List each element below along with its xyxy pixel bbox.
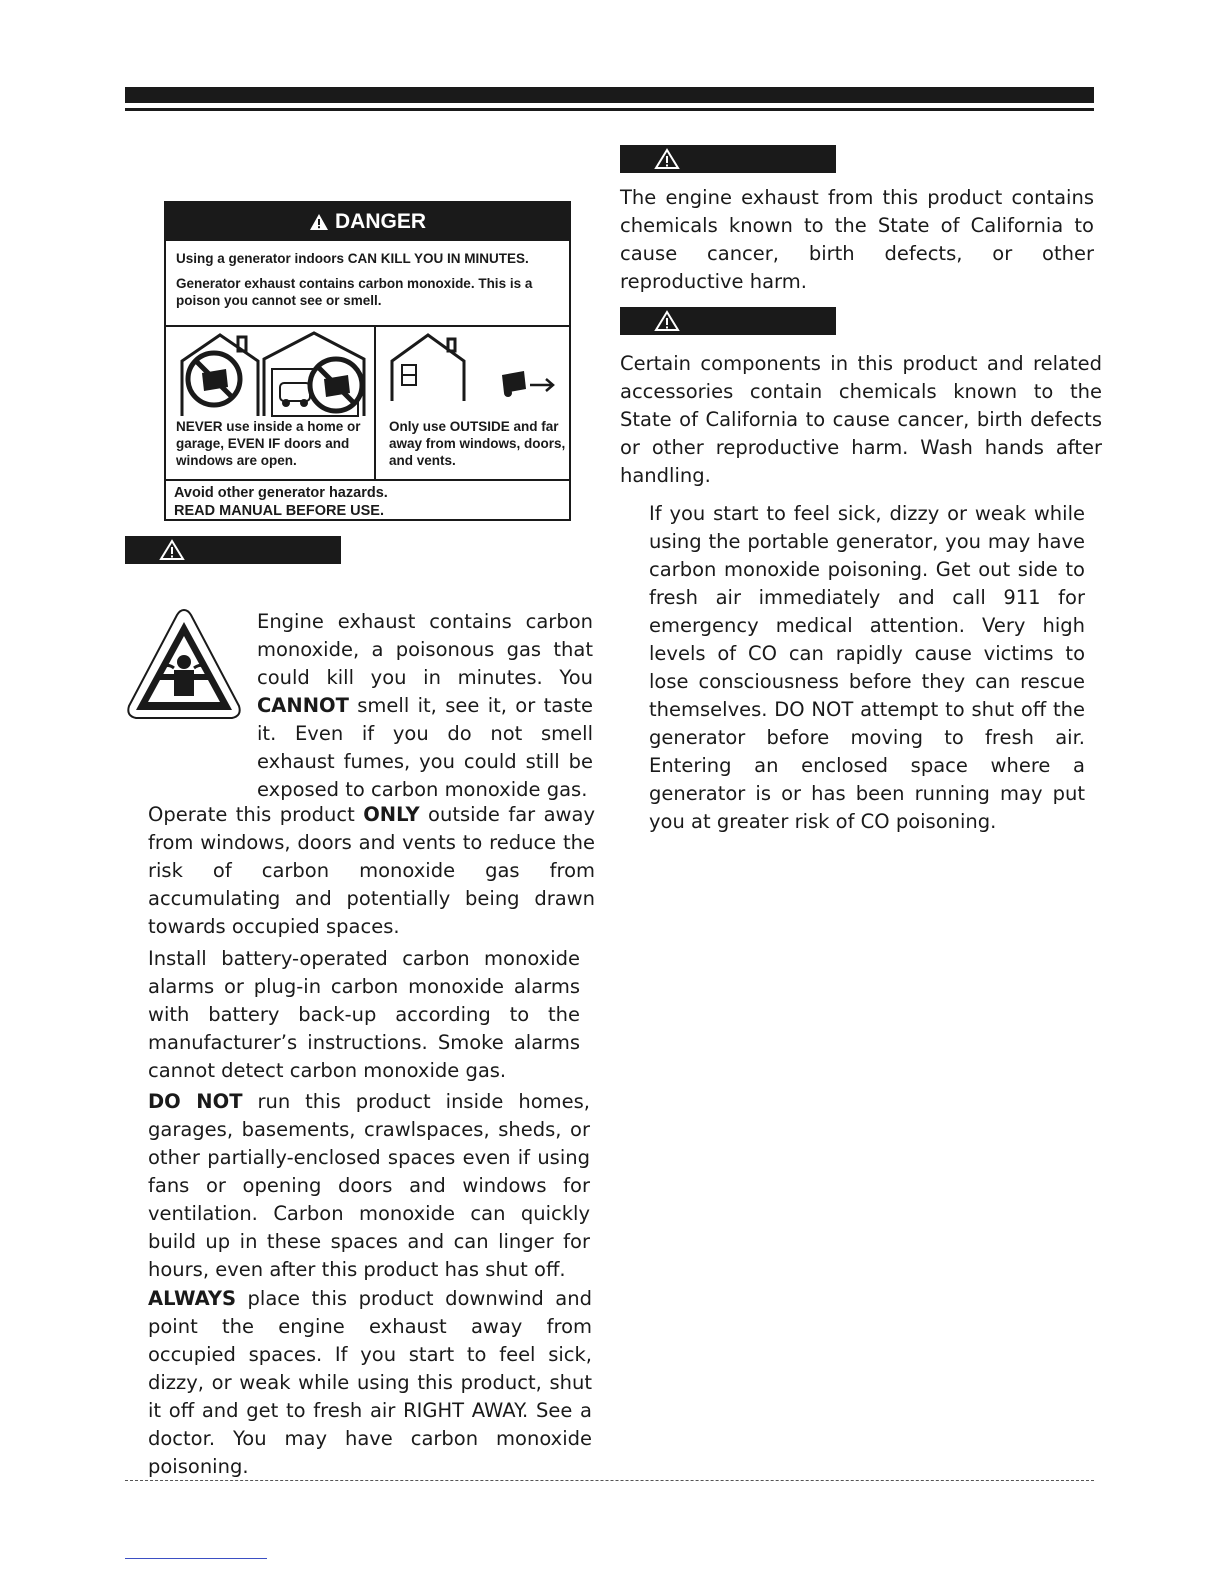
do-not-run-paragraph [148, 1088, 590, 1284]
outdoor-use-pictogram [384, 331, 564, 417]
danger-label-title: DANGER [334, 210, 426, 233]
co-intro-text: Engine exhaust contains carbon monoxide, a poisonous gas that could kill you in minutes. You [257, 610, 593, 689]
co-intro-paragraph [257, 608, 593, 804]
only-outside-bold: ONLY [363, 803, 420, 826]
prop65-components-paragraph: Certain components in this product and related accessories contain chemicals known to the State of California to cause cancer, birth defects or other reproductive harm. Wash hands after handling. [620, 352, 1102, 487]
danger-label-line2: Generator exhaust contains carbon monoxide. This is a poison you cannot see or smell. [176, 276, 533, 308]
warning-triangle-icon [654, 310, 680, 332]
always-text: place this product downwind and point the engine exhaust away from occupied spaces. If you start to feel sick, dizzy, or weak while using this product, shut it off and get to fresh air RIGHT AWAY. See a doctor. You may have carbon monoxide poisoning. [148, 1287, 592, 1478]
footer-link-underline [125, 1558, 267, 1559]
do-not-text: run this product inside homes, garages, basements, crawlspaces, sheds, or other partially-enclosed spaces even if using fans or opening doors and windows for ventilation. Carbon monoxide can quickly build up in these spaces and can linger for hours, even after this product has shut off. [148, 1090, 590, 1281]
danger-label-line1: Using a generator indoors CAN KILL YOU IN MINUTES. [176, 251, 529, 266]
prop65-exhaust-paragraph: The engine exhaust from this product contains chemicals known to the State of California to cause cancer, birth defects, or other reproductive harm. [620, 186, 1094, 293]
only-outside-text: Operate this product [148, 803, 364, 826]
danger-label-intro [166, 241, 569, 327]
co-intro-text-cont: smell it, see it, or taste it. Even if you do not smell exhaust fumes, you could still be exposed to carbon monoxide gas. [257, 694, 593, 801]
outside-only-caption: Only use OUTSIDE and far away from windows, doors, and vents. [389, 419, 566, 468]
header-rule-thick [125, 87, 1094, 103]
warning-bar-components [620, 307, 836, 335]
install-alarms-paragraph: Install battery-operated carbon monoxide alarms or plug-in carbon monoxide alarms with battery back-up according to the manufacturer’s instructions. Smoke alarms cannot detect carbon monoxide gas. [148, 947, 580, 1082]
danger-label [164, 201, 571, 521]
pictogram-divider [374, 327, 376, 479]
co-intro-bold: CANNOT [257, 694, 349, 717]
warning-triangle-icon [309, 213, 329, 231]
warning-triangle-icon [159, 539, 185, 561]
danger-label-header [166, 203, 569, 241]
danger-label-footer [174, 485, 388, 520]
carbon-monoxide-hazard-icon [124, 606, 244, 724]
always-bold: ALWAYS [148, 1287, 237, 1310]
warning-bar-exhaust [620, 145, 836, 173]
do-not-bold: DO NOT [148, 1090, 243, 1113]
footer-line1: Avoid other generator hazards. [174, 485, 388, 501]
only-outside-paragraph [148, 801, 595, 941]
co-poisoning-paragraph: If you start to feel sick, dizzy or weak while using the portable generator, you may have carbon monoxide poisoning. Get out side to fresh air immediately and call 911 for emergency medical attention. Very high levels of CO can rapidly cause victims to lose consciousness before they can rescue themselves. DO NOT attempt to shut off the generator before moving to fresh air. Entering an enclosed space where a generator is or has been running may put you at greater risk of CO poisoning. [649, 502, 1085, 833]
no-indoor-use-pictogram [176, 331, 372, 417]
footer-line2: READ MANUAL BEFORE USE. [174, 502, 384, 519]
only-outside-text-cont: outside far away from windows, doors and vents to reduce the risk of carbon monoxide gas from accumulating and potentially being drawn towards occupied spaces. [148, 803, 595, 938]
footer-dashed-rule [125, 1480, 1094, 1481]
warning-triangle-icon [654, 148, 680, 170]
warning-bar-left [125, 536, 341, 564]
always-downwind-paragraph [148, 1285, 592, 1481]
header-rule-thin [125, 108, 1094, 111]
never-indoors-caption: NEVER use inside a home or garage, EVEN IF doors and windows are open. [176, 419, 361, 468]
danger-label-pictograms [166, 327, 569, 481]
